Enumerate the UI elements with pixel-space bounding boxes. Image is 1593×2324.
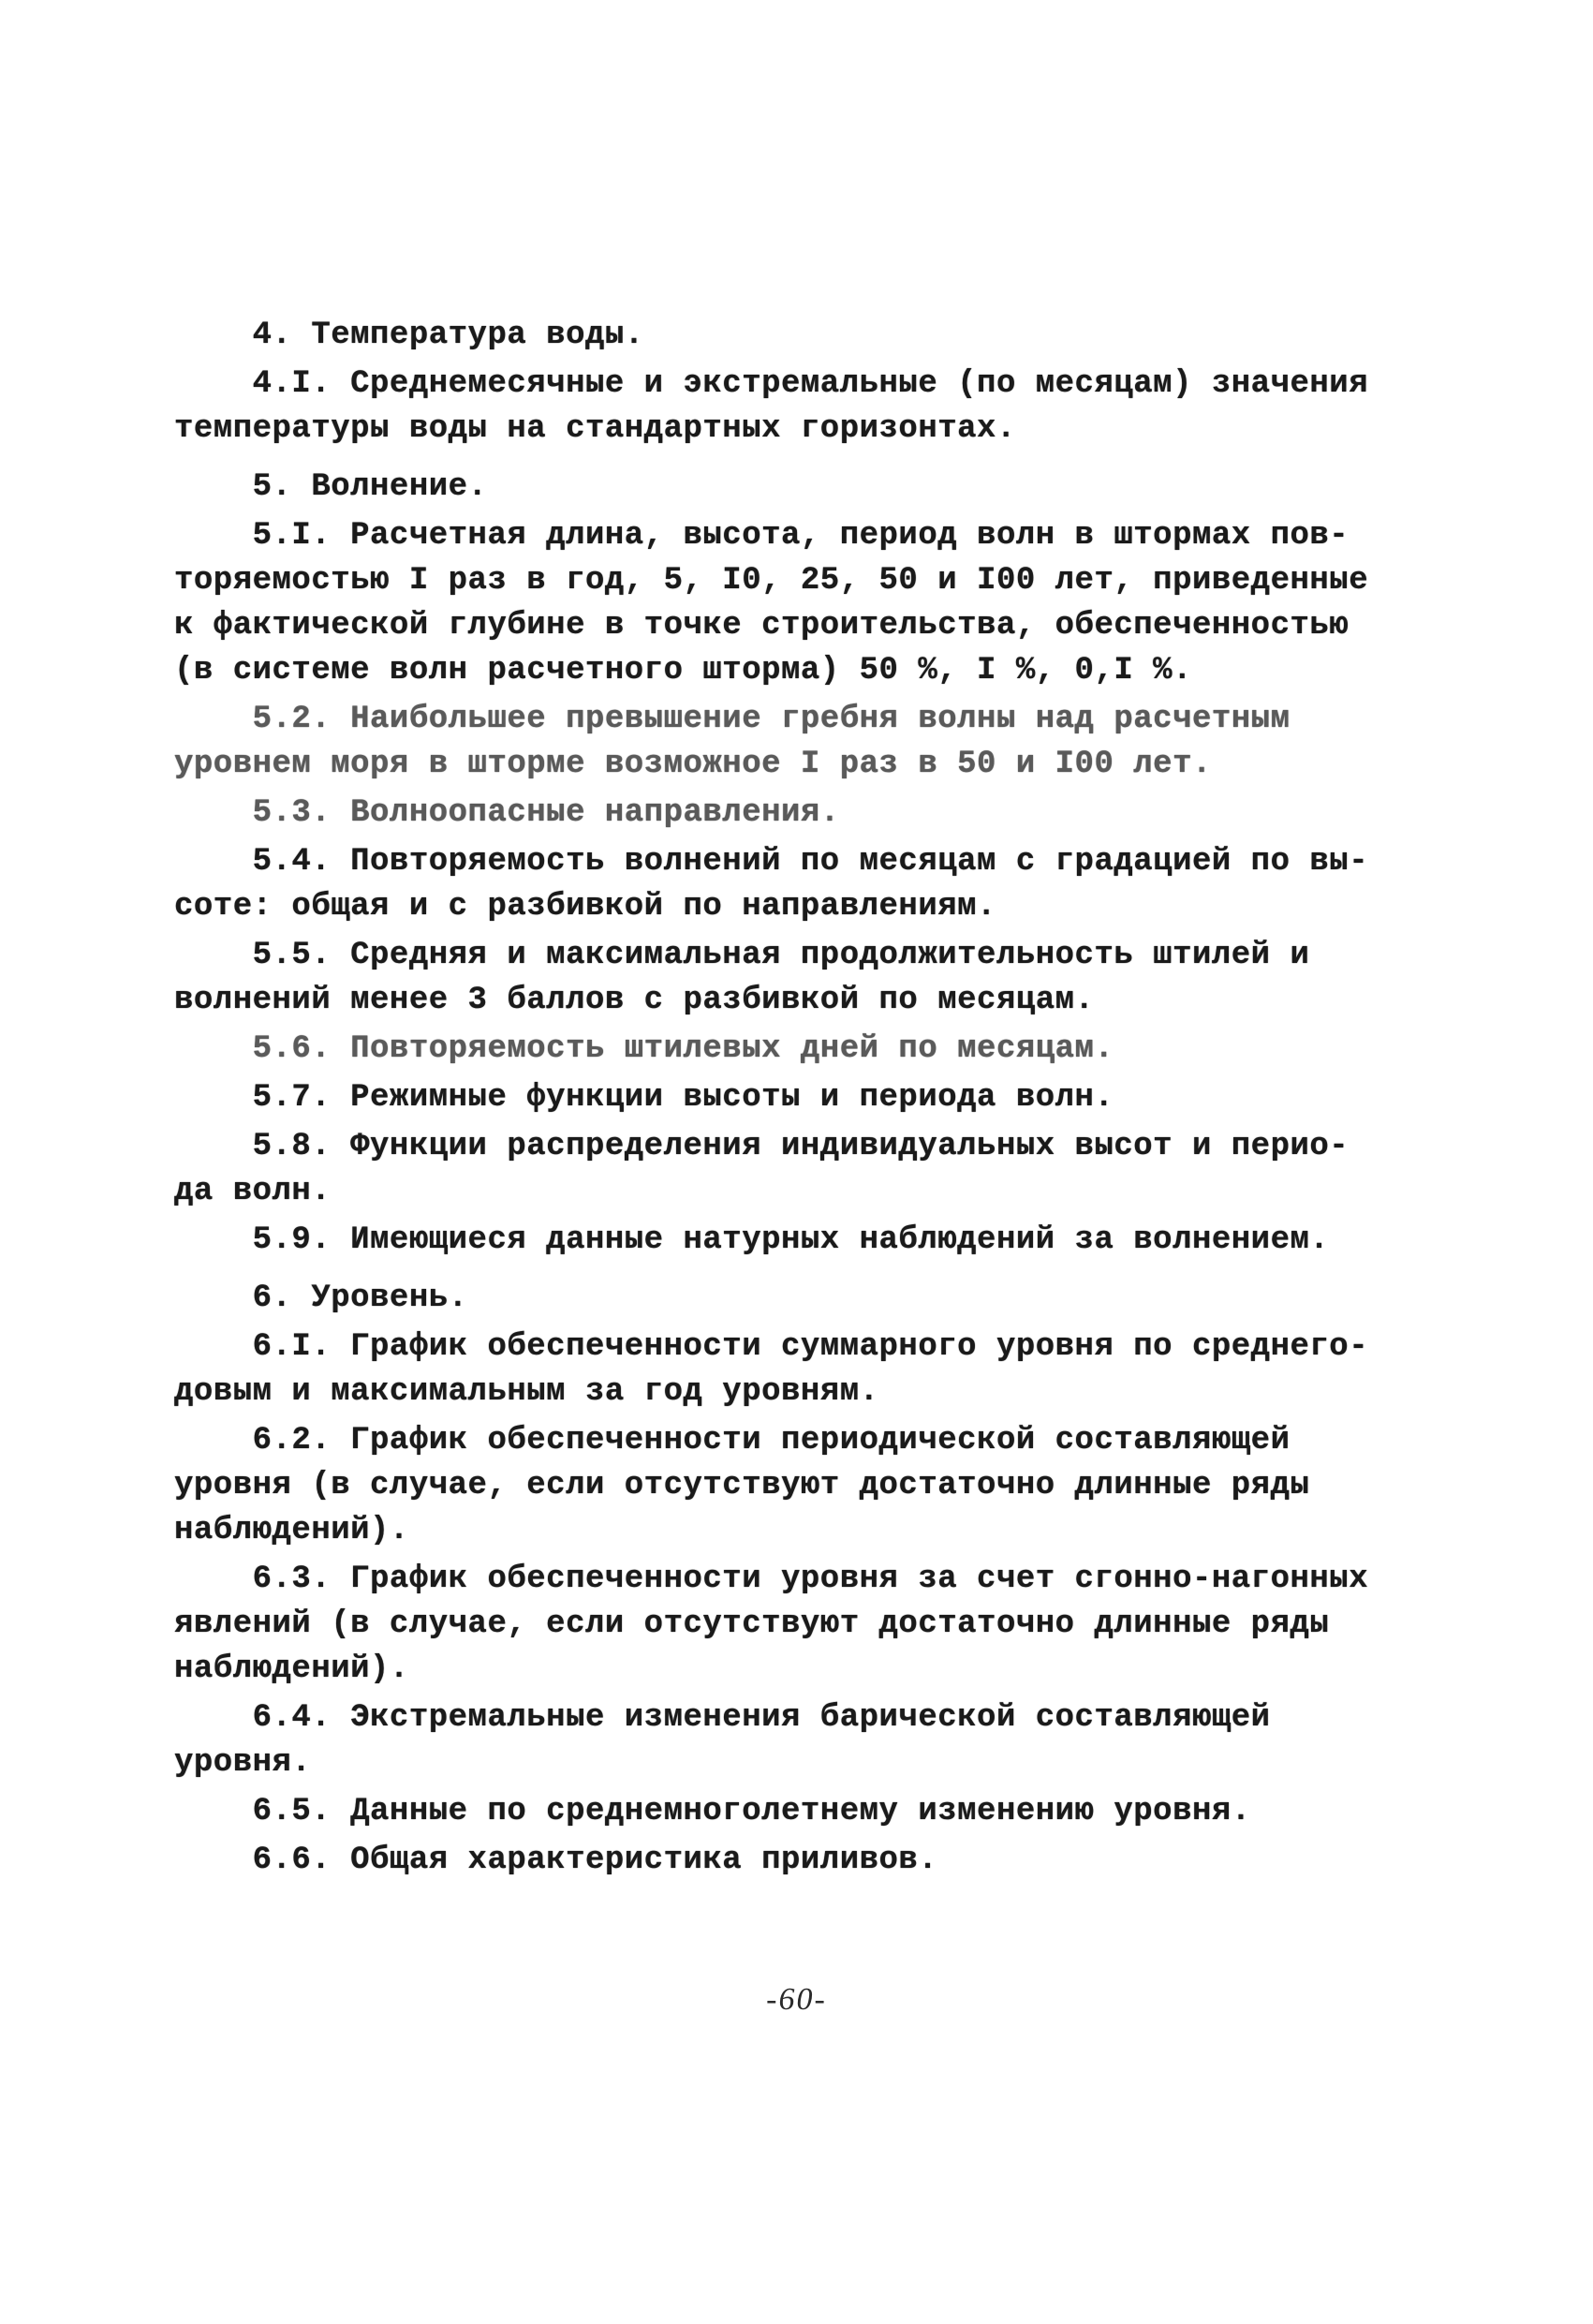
text-line: наблюдений). [174, 1651, 409, 1687]
text-line: торяемостью I раз в год, 5, I0, 25, 50 и I00 лет, приведенные [174, 563, 1369, 599]
text-line: 6.5. Данные по среднемноголетнему изменению уровня. [174, 1794, 1251, 1829]
section-heading: 5. Волнение. [174, 469, 488, 505]
text-line: температуры воды на стандартных горизонтах. [174, 411, 1016, 447]
text-line: 6.I. График обеспеченности суммарного уровня по среднего- [174, 1329, 1369, 1365]
text-line: 6.6. Общая характеристика приливов. [174, 1843, 938, 1878]
text-line: 6.4. Экстремальные изменения барической составляющей [174, 1700, 1271, 1736]
text-line: 4.I. Среднемесячные и экстремальные (по месяцам) значения [174, 366, 1369, 402]
text-line: уровня. [174, 1745, 312, 1781]
text-line: соте: общая и с разбивкой по направлениям. [174, 889, 996, 925]
text-line: 5.5. Средняя и максимальная продолжительность штилей и [174, 938, 1310, 973]
document-body [174, 313, 1410, 1883]
text-line: 5.9. Имеющиеся данные натурных наблюдений за волнением. [174, 1222, 1330, 1258]
text-line: наблюдений). [174, 1513, 409, 1548]
text-line: волнений менее 3 баллов с разбивкой по месяцам. [174, 983, 1095, 1018]
text-line: 5.3. Волноопасные направления. [174, 795, 840, 831]
text-line: 5.8. Функции распределения индивидуальных высот и перио- [174, 1129, 1350, 1164]
text-line: 5.4. Повторяемость волнений по месяцам с градацией по вы- [174, 844, 1369, 880]
text-line: уровня (в случае, если отсутствуют достаточно длинные ряды [174, 1468, 1310, 1503]
section-heading: 4. Температура воды. [174, 318, 644, 353]
text-line: довым и максимальным за год уровням. [174, 1374, 879, 1410]
text-line: к фактической глубине в точке строительства, обеспеченностью [174, 608, 1350, 644]
text-line: 6.3. График обеспеченности уровня за счет сгонно-нагонных [174, 1562, 1369, 1597]
text-line: (в системе волн расчетного шторма) 50 %, I %, 0,I %. [174, 653, 1192, 688]
text-line: 5.7. Режимные функции высоты и периода волн. [174, 1080, 1114, 1116]
text-line: 5.2. Наибольшее превышение гребня волны над расчетным [174, 702, 1291, 737]
text-line: 6.2. График обеспеченности периодической составляющей [174, 1423, 1291, 1458]
text-line: да волн. [174, 1174, 332, 1209]
text-line: явлений (в случае, если отсутствуют достаточно длинные ряды [174, 1606, 1330, 1642]
text-line: 5.6. Повторяемость штилевых дней по месяцам. [174, 1031, 1114, 1067]
text-line: уровнем моря в шторме возможное I раз в 50 и I00 лет. [174, 747, 1212, 782]
page-number: -60- [766, 1982, 827, 2017]
section-heading: 6. Уровень. [174, 1280, 468, 1316]
text-line: 5.I. Расчетная длина, высота, период волн в штормах пов- [174, 518, 1350, 554]
